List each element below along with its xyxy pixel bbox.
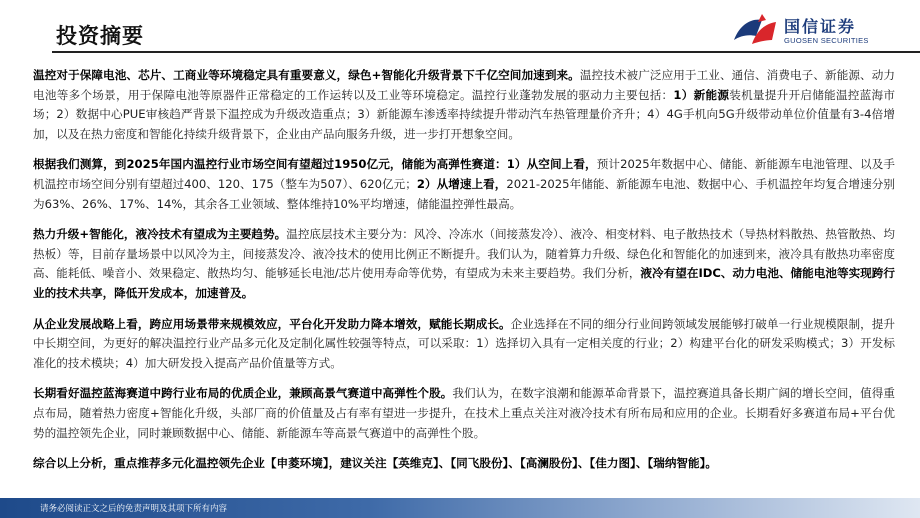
bold-text: 液冷有望在IDC、动力电池、储能电池等实现跨行业的技术共享，降低开发成本，加速普及。 bbox=[33, 266, 895, 300]
body-text: 温控底层技术主要分为：风冷、冷冻水（间接蒸发冷）、液冷、相变材料、电子散热技术（导热材料散热、热管散热、均热板）等，目前存量场景中以风冷为主，间接蒸发冷、液冷技术的使用比例正不断提升。我们认为，随着算力升级、绿色化和智能化的加速到来，液冷具有散热功率密度高、能耗低、噪音小、效果稳定、散热均匀、能够延长电池/芯片使用寿命等优势，有望成为未来主要趋势。我们分析， bbox=[33, 227, 895, 281]
summary-paragraph bbox=[33, 66, 895, 144]
bold-text: 1）新能源 bbox=[673, 87, 730, 102]
page-header bbox=[0, 0, 920, 58]
title-divider bbox=[52, 51, 920, 53]
guosen-logo-icon bbox=[732, 10, 778, 50]
bold-text: 2）从增速上看， bbox=[416, 176, 507, 191]
company-logo bbox=[732, 10, 882, 50]
footer-disclaimer: 请务必阅读正文之后的免责声明及其项下所有内容 bbox=[40, 504, 228, 514]
bold-text: 从企业发展战略上看，跨应用场景带来规模效应，平台化开发助力降本增效，赋能长期成长。 bbox=[33, 316, 511, 331]
body-text: 企业选择在不同的细分行业间跨领域发展能够打破单一行业规模限制，提升中长期空间，为更好的解决温控行业产品多元化及定制化属性较强等特点，可以采取：1）选择切入具有一定相关度的行业；2）构建平台化的研发采购模式；3）开发标准化的技术模块；4）加大研发投入提高产品价值量等方式。 bbox=[33, 316, 895, 370]
body-text: 温控技术被广泛应用于工业、通信、消费电子、新能源、动力电池等多个场景，用于保障电池等原器件正常稳定的工作运转以及工业等环境稳定。温控行业蓬勃发展的驱动力主要包括： bbox=[33, 68, 895, 102]
page-title: 投资摘要 bbox=[56, 24, 144, 48]
bold-text: 长期看好温控蓝海赛道中跨行业布局的优质企业，兼顾高景气赛道中高弹性个股。 bbox=[33, 386, 453, 401]
bold-text: 热力升级+智能化，液冷技术有望成为主要趋势。 bbox=[33, 227, 287, 242]
bold-text: 综合以上分析，重点推荐多元化温控领先企业【申菱环境】，建议关注【英维克】、【同飞股份】、【高澜股份】、【佳力图】、【瑞纳智能】。 bbox=[33, 456, 718, 471]
body-text: 我们认为，在数字浪潮和能源革命背景下，温控赛道具备长期广阔的增长空间，值得重点布局，随着热力密度+智能化升级，头部厂商的价值量及占有率有望进一步提升，在技术上重点关注对液冷技术有所布局和应用的企业。长期看好多赛道布局+平台优势的温控领先企业，同时兼顾数据中心、储能、新能源车等高景气赛道中的高弹性个股。 bbox=[33, 386, 895, 440]
bold-text: 温控对于保障电池、芯片、工商业等环境稳定具有重要意义，绿色+智能化升级背景下千亿空间加速到来。 bbox=[33, 68, 580, 82]
body-text: 预计2025年数据中心、储能、新能源车电池管理、以及手机温控市场空间分别有望超过400、120、175（整车为507）、620亿元； bbox=[33, 157, 895, 191]
body-text: 装机量提升开启储能温控蓝海市场；2）数据中心PUE审核趋严背景下温控成为升级改造重点；3）新能源车渗透率持续提升带动汽车热管理量价齐升；4）4G手机向5G升级带动单位价值量有3-4倍增加，以及在热力密度和智能化持续升级背景下，企业由产品向服务升级，进一步打开想象空间。 bbox=[33, 87, 895, 141]
summary-paragraph bbox=[33, 225, 895, 303]
logo-chinese-name: 国信证券 bbox=[784, 17, 857, 36]
summary-paragraph bbox=[33, 454, 895, 474]
body-text: 2021-2025年储能、新能源车电池、数据中心、手机温控年均复合增速分别为63%、26%、17%、14%，其余各工业领域、整体维持10%平均增速，储能温控弹性最高。 bbox=[33, 176, 895, 211]
summary-paragraph bbox=[33, 315, 895, 374]
bold-text: 根据我们测算，到2025年国内温控行业市场空间有望超过1950亿元，储能为高弹性赛道：1）从空间上看， bbox=[33, 157, 597, 172]
page-footer bbox=[0, 498, 920, 518]
summary-paragraph bbox=[33, 384, 895, 443]
logo-english-name: GUOSEN SECURITIES bbox=[784, 36, 869, 45]
summary-paragraph bbox=[33, 155, 895, 214]
summary-body bbox=[33, 66, 895, 485]
